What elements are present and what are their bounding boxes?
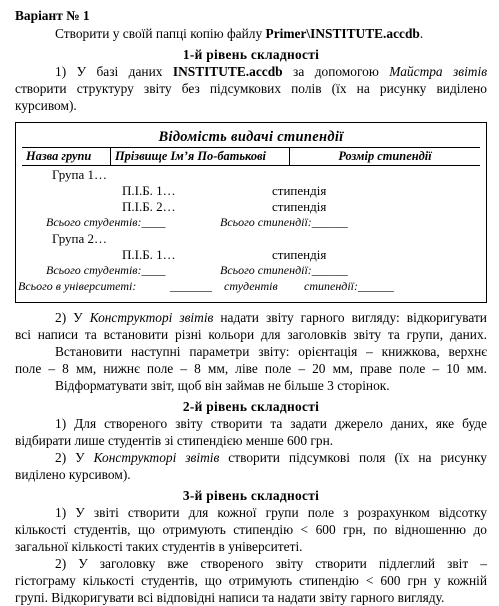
report-data-row	[22, 182, 480, 198]
level-1-paragraph-4	[15, 377, 487, 394]
paragraph-line: поле – 8 мм, нижнє поле – 8 мм, ліве поле – 20 мм, праве поле – 10 мм.	[15, 361, 487, 376]
paragraph-line	[15, 309, 487, 326]
level-3-paragraph-2	[15, 555, 487, 606]
level-3-title: 3-й рівень складності	[182, 488, 320, 503]
paragraph-line: 2) У заголовку вже створеного звіту створити підлеглий звіт –	[55, 556, 487, 571]
report-data-row	[22, 246, 480, 262]
report-group-footer	[22, 262, 480, 278]
paragraph-line: кількості студентів, що отримують стипендію < 600 грн, по відношенню до	[15, 522, 487, 537]
level-2-paragraph-2	[15, 449, 487, 483]
paragraph-line: створити структуру звіту без підсумкових полів (їх на рисунку виділено	[15, 81, 487, 96]
paragraph-line: курсивом).	[15, 98, 77, 113]
text-span: 1) У базі даних	[55, 64, 173, 79]
paragraph-line: виділено курсивом).	[15, 467, 131, 482]
student-name: П.І.Б. 1…	[122, 183, 176, 198]
variant-title: Варіант № 1	[15, 8, 90, 23]
level-1-paragraph-1	[15, 63, 487, 114]
stipend-value: стипендія	[272, 247, 327, 262]
text-span: за допомогою	[282, 64, 390, 79]
group-label: Група 2…	[52, 231, 108, 246]
report-group-footer	[22, 214, 480, 230]
paragraph-line: 1) У звіті створити для кожної групи поле з розрахунком відсотку	[55, 505, 487, 520]
level-2-title: 2-й рівень складності	[182, 399, 320, 414]
paragraph-line	[15, 449, 487, 466]
designer-name: Конструкторі звітів	[89, 310, 214, 325]
total-stipend: Всього стипендії:______	[220, 263, 348, 277]
level-3-paragraph-1	[15, 504, 487, 555]
level-1-paragraph-3	[15, 343, 487, 377]
text-span: 2) У	[55, 310, 90, 325]
paragraph-line: гістограму кількості студентів, що отримують стипендію < 600 грн у кожній	[15, 573, 487, 588]
level-2-paragraph-1	[15, 415, 487, 449]
report-group-row	[22, 166, 480, 182]
col-amount-header: Розмір стипендії	[289, 148, 480, 165]
intro-line	[15, 25, 487, 42]
university-label: Всього в університеті:	[18, 279, 137, 293]
university-students: студентів	[224, 279, 278, 293]
paragraph-line: Відформатувати звіт, щоб він займав не більше 3 сторінок.	[55, 378, 390, 393]
paragraph-line: Встановити наступні параметри звіту: орієнтація – книжкова, верхнє	[55, 344, 487, 359]
report-header-row	[22, 147, 480, 166]
university-stipend: стипендії:______	[304, 279, 395, 293]
paragraph-line: 1) Для створеного звіту створити та задати джерело даних, яке буде	[55, 416, 487, 431]
paragraph-line: групі. Відкоригувати всі відповідні написи та надати звіту гарного вигляду.	[15, 590, 445, 605]
report-sample-box	[15, 122, 487, 303]
report-footer	[18, 278, 480, 294]
text-span: 2) У	[55, 450, 94, 465]
level-1-title: 1-й рівень складності	[182, 47, 320, 62]
intro-text-post: .	[419, 26, 424, 41]
stipend-value: стипендія	[272, 199, 327, 214]
total-students: Всього студентів:____	[46, 263, 166, 277]
level-1-paragraph-2	[15, 309, 487, 343]
db-name: INSTITUTE.accdb	[172, 64, 283, 79]
text-span: надати звіту гарного вигляду: відкоригувати	[213, 310, 487, 325]
designer-name: Конструкторі звітів	[93, 450, 220, 465]
wizard-name: Майстра звітів	[389, 64, 488, 79]
stipend-value: стипендія	[272, 183, 327, 198]
report-title: Відомість видачі стипендії	[158, 129, 344, 145]
student-name: П.І.Б. 1…	[122, 247, 176, 262]
report-data-row	[22, 198, 480, 214]
report-group-row	[22, 230, 480, 246]
total-stipend: Всього стипендії:______	[220, 215, 348, 229]
university-blank: _______	[170, 279, 212, 293]
intro-text-pre: Створити у своїй папці копію файлу	[55, 26, 266, 41]
text-span: створити підсумкові поля (їх на рисунку	[219, 450, 487, 465]
group-label: Група 1…	[52, 167, 108, 182]
paragraph-line: відбирати лише студентів зі стипендією менше 600 грн.	[15, 433, 334, 448]
paragraph-line	[15, 63, 487, 80]
paragraph-line: всі написи та встановити різні кольори для заголовків звіту та групи, даних.	[15, 327, 487, 342]
paragraph-line: загальної кількості таких студентів в університеті.	[15, 539, 303, 554]
intro-file-name: Primer\INSTITUTE.accdb	[265, 26, 420, 41]
col-name-header: Прізвище Ім’я По-батькові	[110, 148, 289, 165]
total-students: Всього студентів:____	[46, 215, 166, 229]
col-group-header: Назва групи	[26, 149, 92, 163]
student-name: П.І.Б. 2…	[122, 199, 176, 214]
